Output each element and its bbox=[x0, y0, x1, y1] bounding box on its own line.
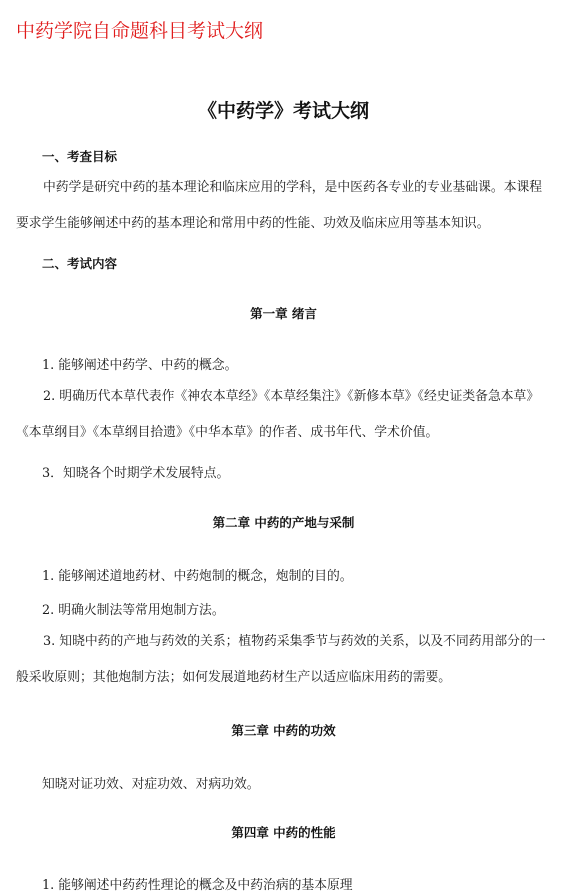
chapter-heading-4: 第四章 中药的性能 bbox=[231, 825, 336, 840]
chapter1-item-3: 3．知晓各个时期学术发展特点。 bbox=[42, 466, 230, 481]
section-heading-content: 二、考试内容 bbox=[42, 256, 118, 271]
chapter3-item-1: 知晓对证功效、对症功效、对病功效。 bbox=[42, 777, 260, 792]
chapter1-item-1: 1. 能够阐述中药学、中药的概念。 bbox=[42, 358, 238, 373]
objectives-paragraph: 中药学是研究中药的基本理论和临床应用的学科，是中医药各专业的专业基础课。本课程要求学生能够阐述中药的基本理论和常用中药的性能、功效及临床应用等基本知识。 bbox=[16, 180, 543, 231]
chapter4-item-1: 1. 能够阐述中药药性理论的概念及中药治病的基本原理 bbox=[42, 878, 353, 893]
chapter-heading-3: 第三章 中药的功效 bbox=[231, 723, 336, 738]
chapter2-item-3: 3. 知晓中药的产地与药效的关系；植物药采集季节与药效的关系，以及不同药用部分的一般采收原则；其他炮制方法；如何发展道地药材生产以适应临床用药的需要。 bbox=[16, 634, 546, 685]
chapter2-item-1: 1. 能够阐述道地药材、中药炮制的概念，炮制的目的。 bbox=[42, 569, 353, 584]
chapter1-item-2: 2. 明确历代本草代表作《神农本草经》《本草经集注》《新修本草》《经史证类备急本草》《本草纲目》《本草纲目拾遗》《中华本草》的作者、成书年代、学术价值。 bbox=[16, 389, 540, 440]
chapter-heading-2: 第二章 中药的产地与采制 bbox=[212, 515, 355, 530]
section-heading-objectives: 一、考查目标 bbox=[42, 149, 118, 164]
document-title: 《中药学》考试大纲 bbox=[197, 100, 369, 122]
site-title: 中药学院自命题科目考试大纲 bbox=[16, 20, 264, 42]
chapter-heading-1: 第一章 绪言 bbox=[250, 306, 317, 321]
chapter2-item-2: 2. 明确火制法等常用炮制方法。 bbox=[42, 603, 225, 618]
